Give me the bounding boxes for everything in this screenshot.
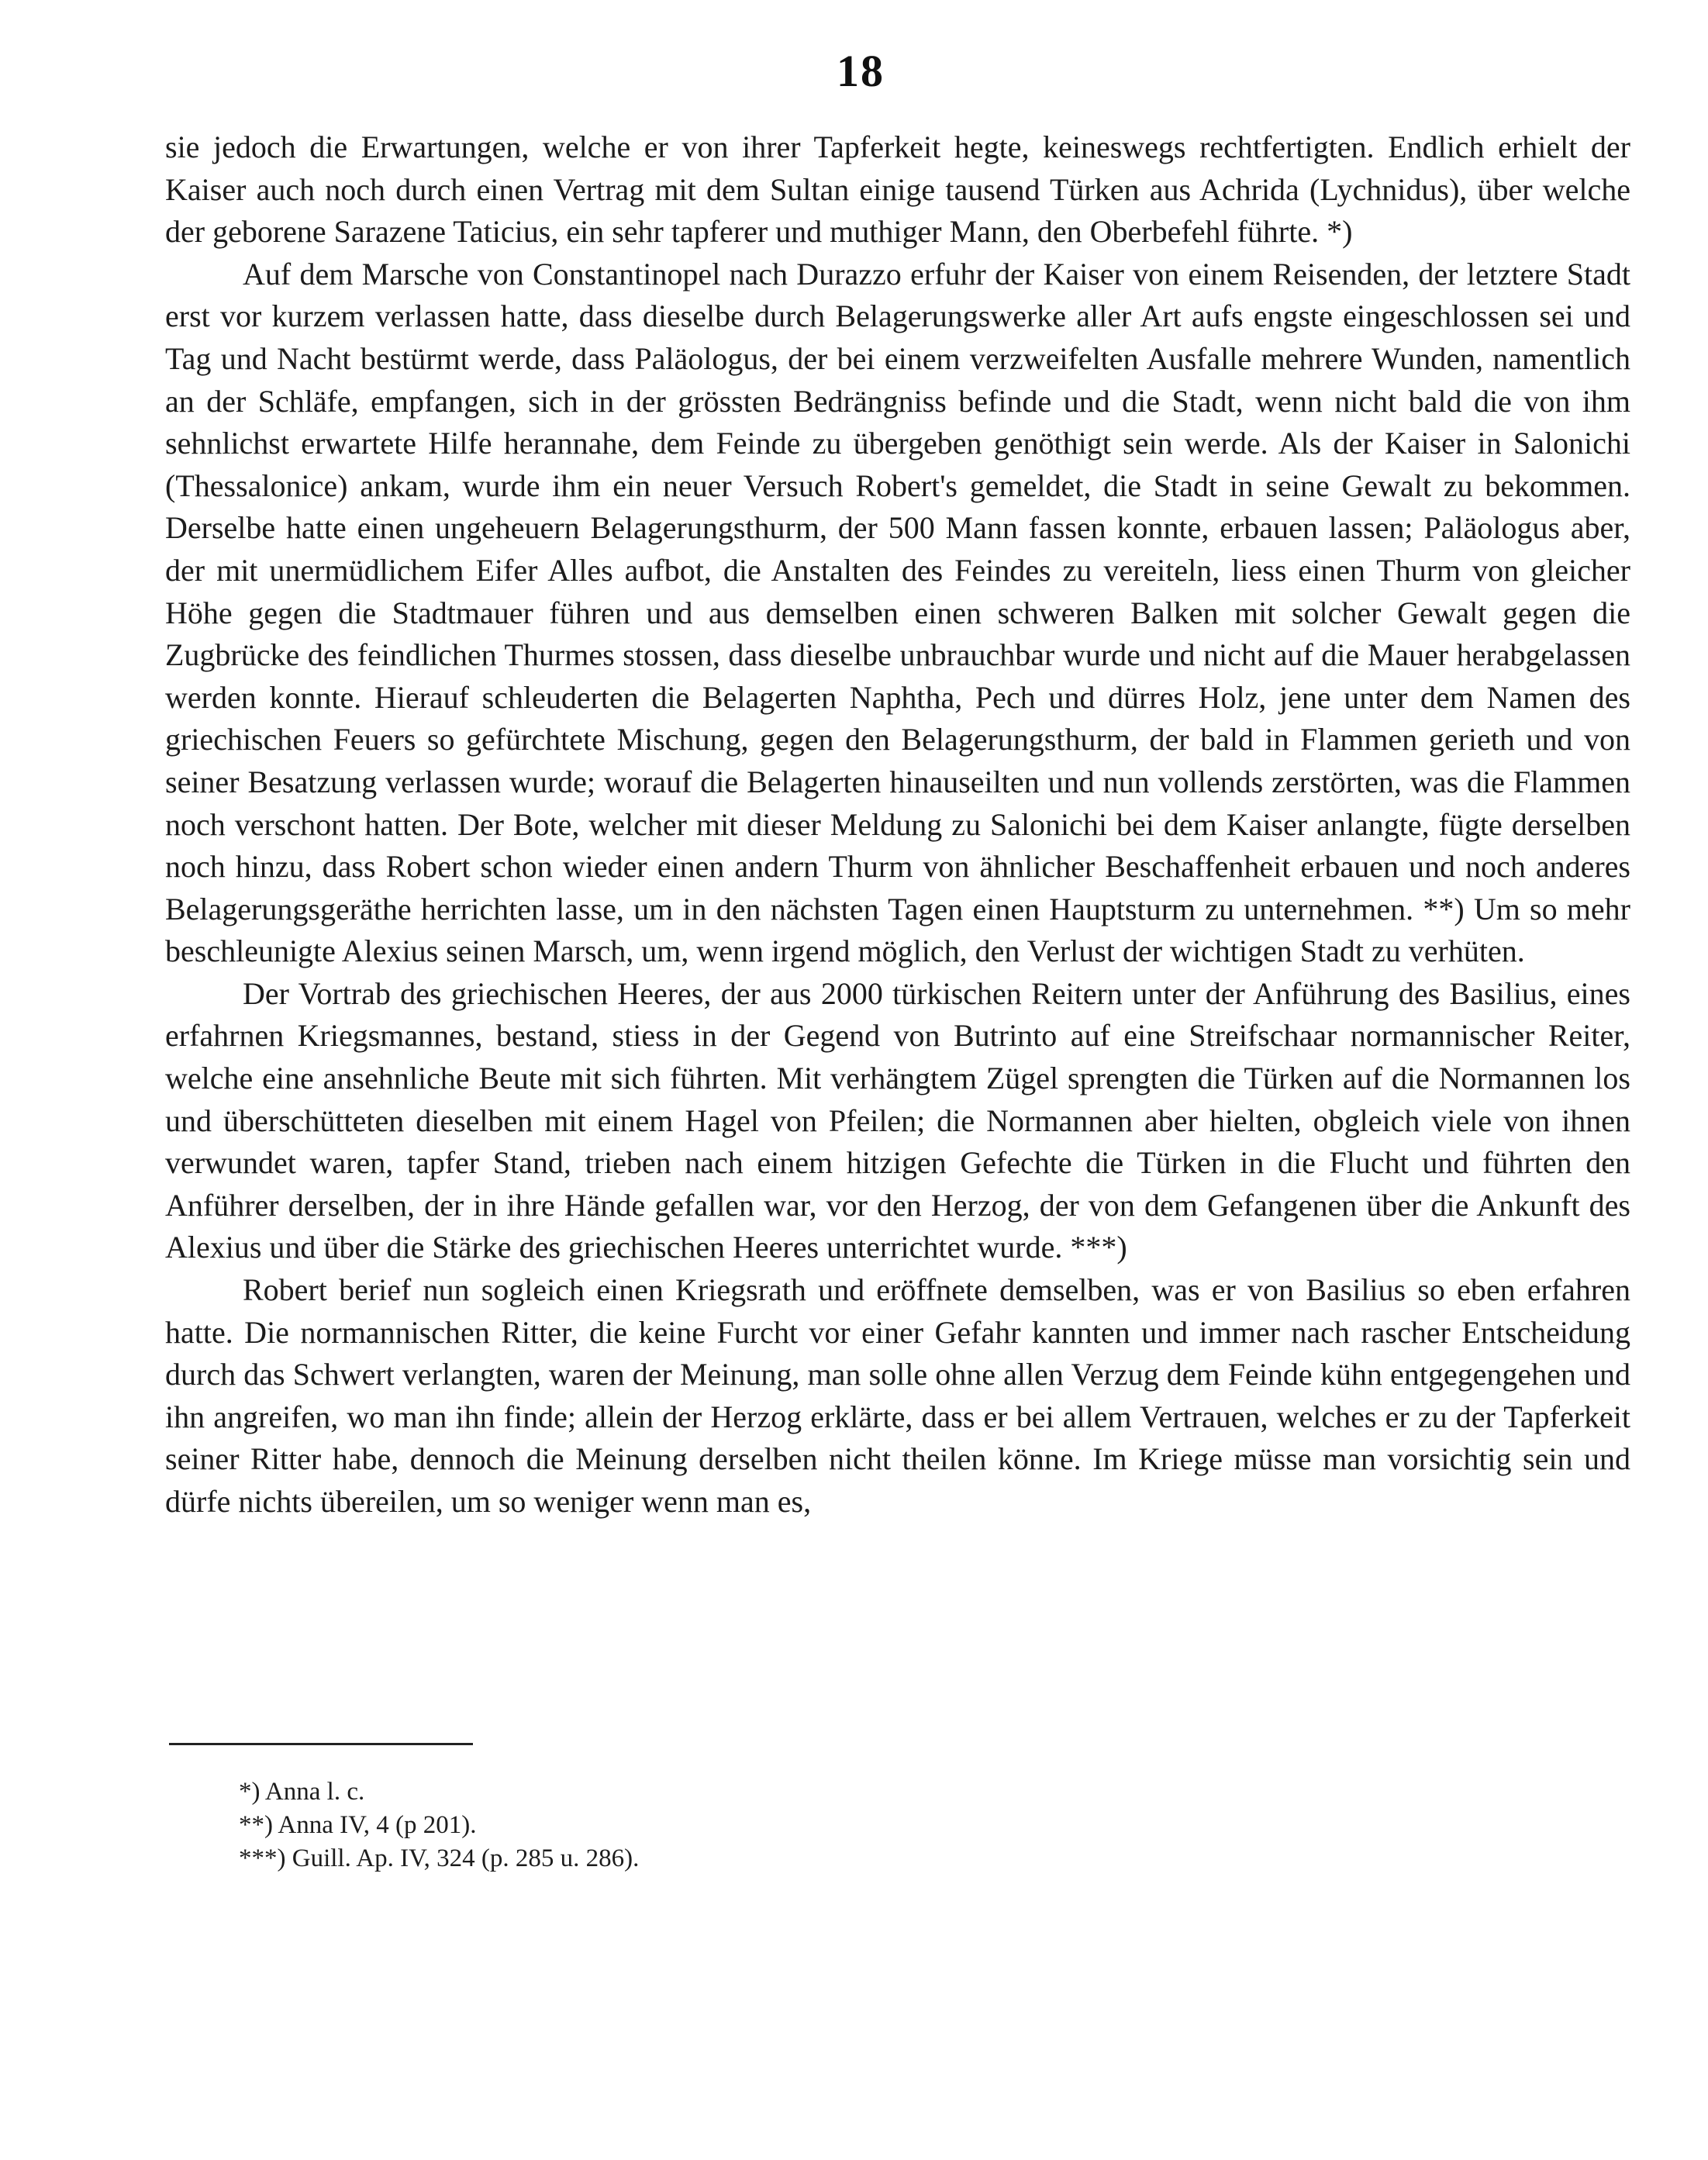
paragraph-vanguard-skirmish: Der Vortrab des griechischen Heeres, der aus 2000 türkischen Reitern unter der Anführung des Basilius, eines erfahrnen Kriegsmannes, bestand, stiess in der Gegend von Butrinto auf eine Streifschaar normannischer Reiter, welche eine ansehnliche Beute mit sich führten. Mit verhängtem Zügel sprengten die Türken auf die Normannen los und überschütteten dieselben mit einem Hagel von Pfeilen; die Normannen aber hielten, obgleich viele von ihnen verwundet waren, tapfer Stand, trieben nach einem hitzigen Gefechte die Türken in die Flucht und führten den Anführer derselben, der in ihre Hände gefallen war, vor den Herzog, der von dem Gefangenen über die Ankunft des Alexius und über die Stärke des griechischen Heeres unterrichtet wurde. ***) [165, 975, 1630, 1265]
page-number: 18 [837, 46, 885, 96]
paragraph-continued: sie jedoch die Erwartungen, welche er von ihrer Tapferkeit hegte, keineswegs rechtfertigten. Endlich erhielt der Kaiser auch noch durch einen Vertrag mit dem Sultan einige tausend Türken aus Achrida (Lychnidus), über welche der geborene Sarazene Taticius, ein sehr tapferer und muthiger Mann, den Oberbefehl führte. *) [165, 129, 1630, 250]
paragraph-council-of-war: Robert berief nun sogleich einen Kriegsrath und eröffnete demselben, was er von Basilius so eben erfahren hatte. Die normannischen Ritter, die keine Furcht vor einer Gefahr kannten und immer nach rascher Entscheidung durch das Schwert verlangten, waren der Meinung, man solle ohne allen Verzug dem Feinde kühn entgegengehen und ihn angreifen, wo man ihn finde; allein der Herzog erklärte, dass er bei allem Vertrauen, welches er zu der Tapferkeit seiner Ritter habe, dennoch die Meinung derselben nicht theilen könne. Im Kriege müsse man vorsichtig sein und dürfe nichts übereilen, um so weniger wenn man es, [165, 1272, 1630, 1519]
footnote-divider [169, 1743, 473, 1745]
footnote-2: **) Anna IV, 4 (p 201). [239, 1811, 477, 1839]
footnote-1: *) Anna l. c. [239, 1778, 365, 1806]
paragraph-march-to-durazzo: Auf dem Marsche von Constantinopel nach Durazzo erfuhr der Kaiser von einem Reisenden, der letztere Stadt erst vor kurzem verlassen hatte, dass dieselbe durch Belagerungswerke aller Art aufs engste eingeschlossen sei und Tag und Nacht bestürmt werde, dass Paläologus, der bei einem verzweifelten Ausfalle mehrere Wunden, namentlich an der Schläfe, empfangen, sich in der grössten Bedrängniss befinde und die Stadt, wenn nicht bald die von ihm sehnlichst erwartete Hilfe herannahe, dem Feinde zu übergeben genöthigt sein werde. Als der Kaiser in Salonichi (Thessalonice) ankam, wurde ihm ein neuer Versuch Robert's gemeldet, die Stadt in seine Gewalt zu bekommen. Derselbe hatte einen ungeheuern Belagerungsthurm, der 500 Mann fassen konnte, erbauen lassen; Paläologus aber, der mit unermüdlichem Eifer Alles aufbot, die Anstalten des Feindes zu vereiteln, liess einen Thurm von gleicher Höhe gegen die Stadtmauer führen und aus demselben einen schweren Balken mit solcher Gewalt gegen die Zugbrücke des feindlichen Thurmes stossen, dass dieselbe unbrauchbar wurde und nicht auf die Mauer herabgelassen werden konnte. Hierauf schleuderten die Belagerten Naphtha, Pech und dürres Holz, jene unter dem Namen des griechischen Feuers so gefürchtete Mischung, gegen den Belagerungsthurm, der bald in Flammen gerieth und von seiner Besatzung verlassen wurde; worauf die Belagerten hinauseilten und nun vollends zerstörten, was die Flammen noch verschont hatten. Der Bote, welcher mit dieser Meldung zu Salonichi bei dem Kaiser anlangte, fügte derselben noch hinzu, dass Robert schon wieder einen andern Thurm von ähnlicher Beschaffenheit erbauen und noch anderes Belagerungsgeräthe herrichten lasse, um in den nächsten Tagen einen Hauptsturm zu unternehmen. **) Um so mehr beschleunigte Alexius seinen Marsch, um, wenn irgend möglich, den Verlust der wichtigen Stadt zu verhüten. [165, 256, 1630, 969]
body-text [165, 126, 1630, 1523]
footnote-3: ***) Guill. Ap. IV, 324 (p. 285 u. 286). [239, 1844, 640, 1872]
footnotes [239, 1775, 1169, 1875]
